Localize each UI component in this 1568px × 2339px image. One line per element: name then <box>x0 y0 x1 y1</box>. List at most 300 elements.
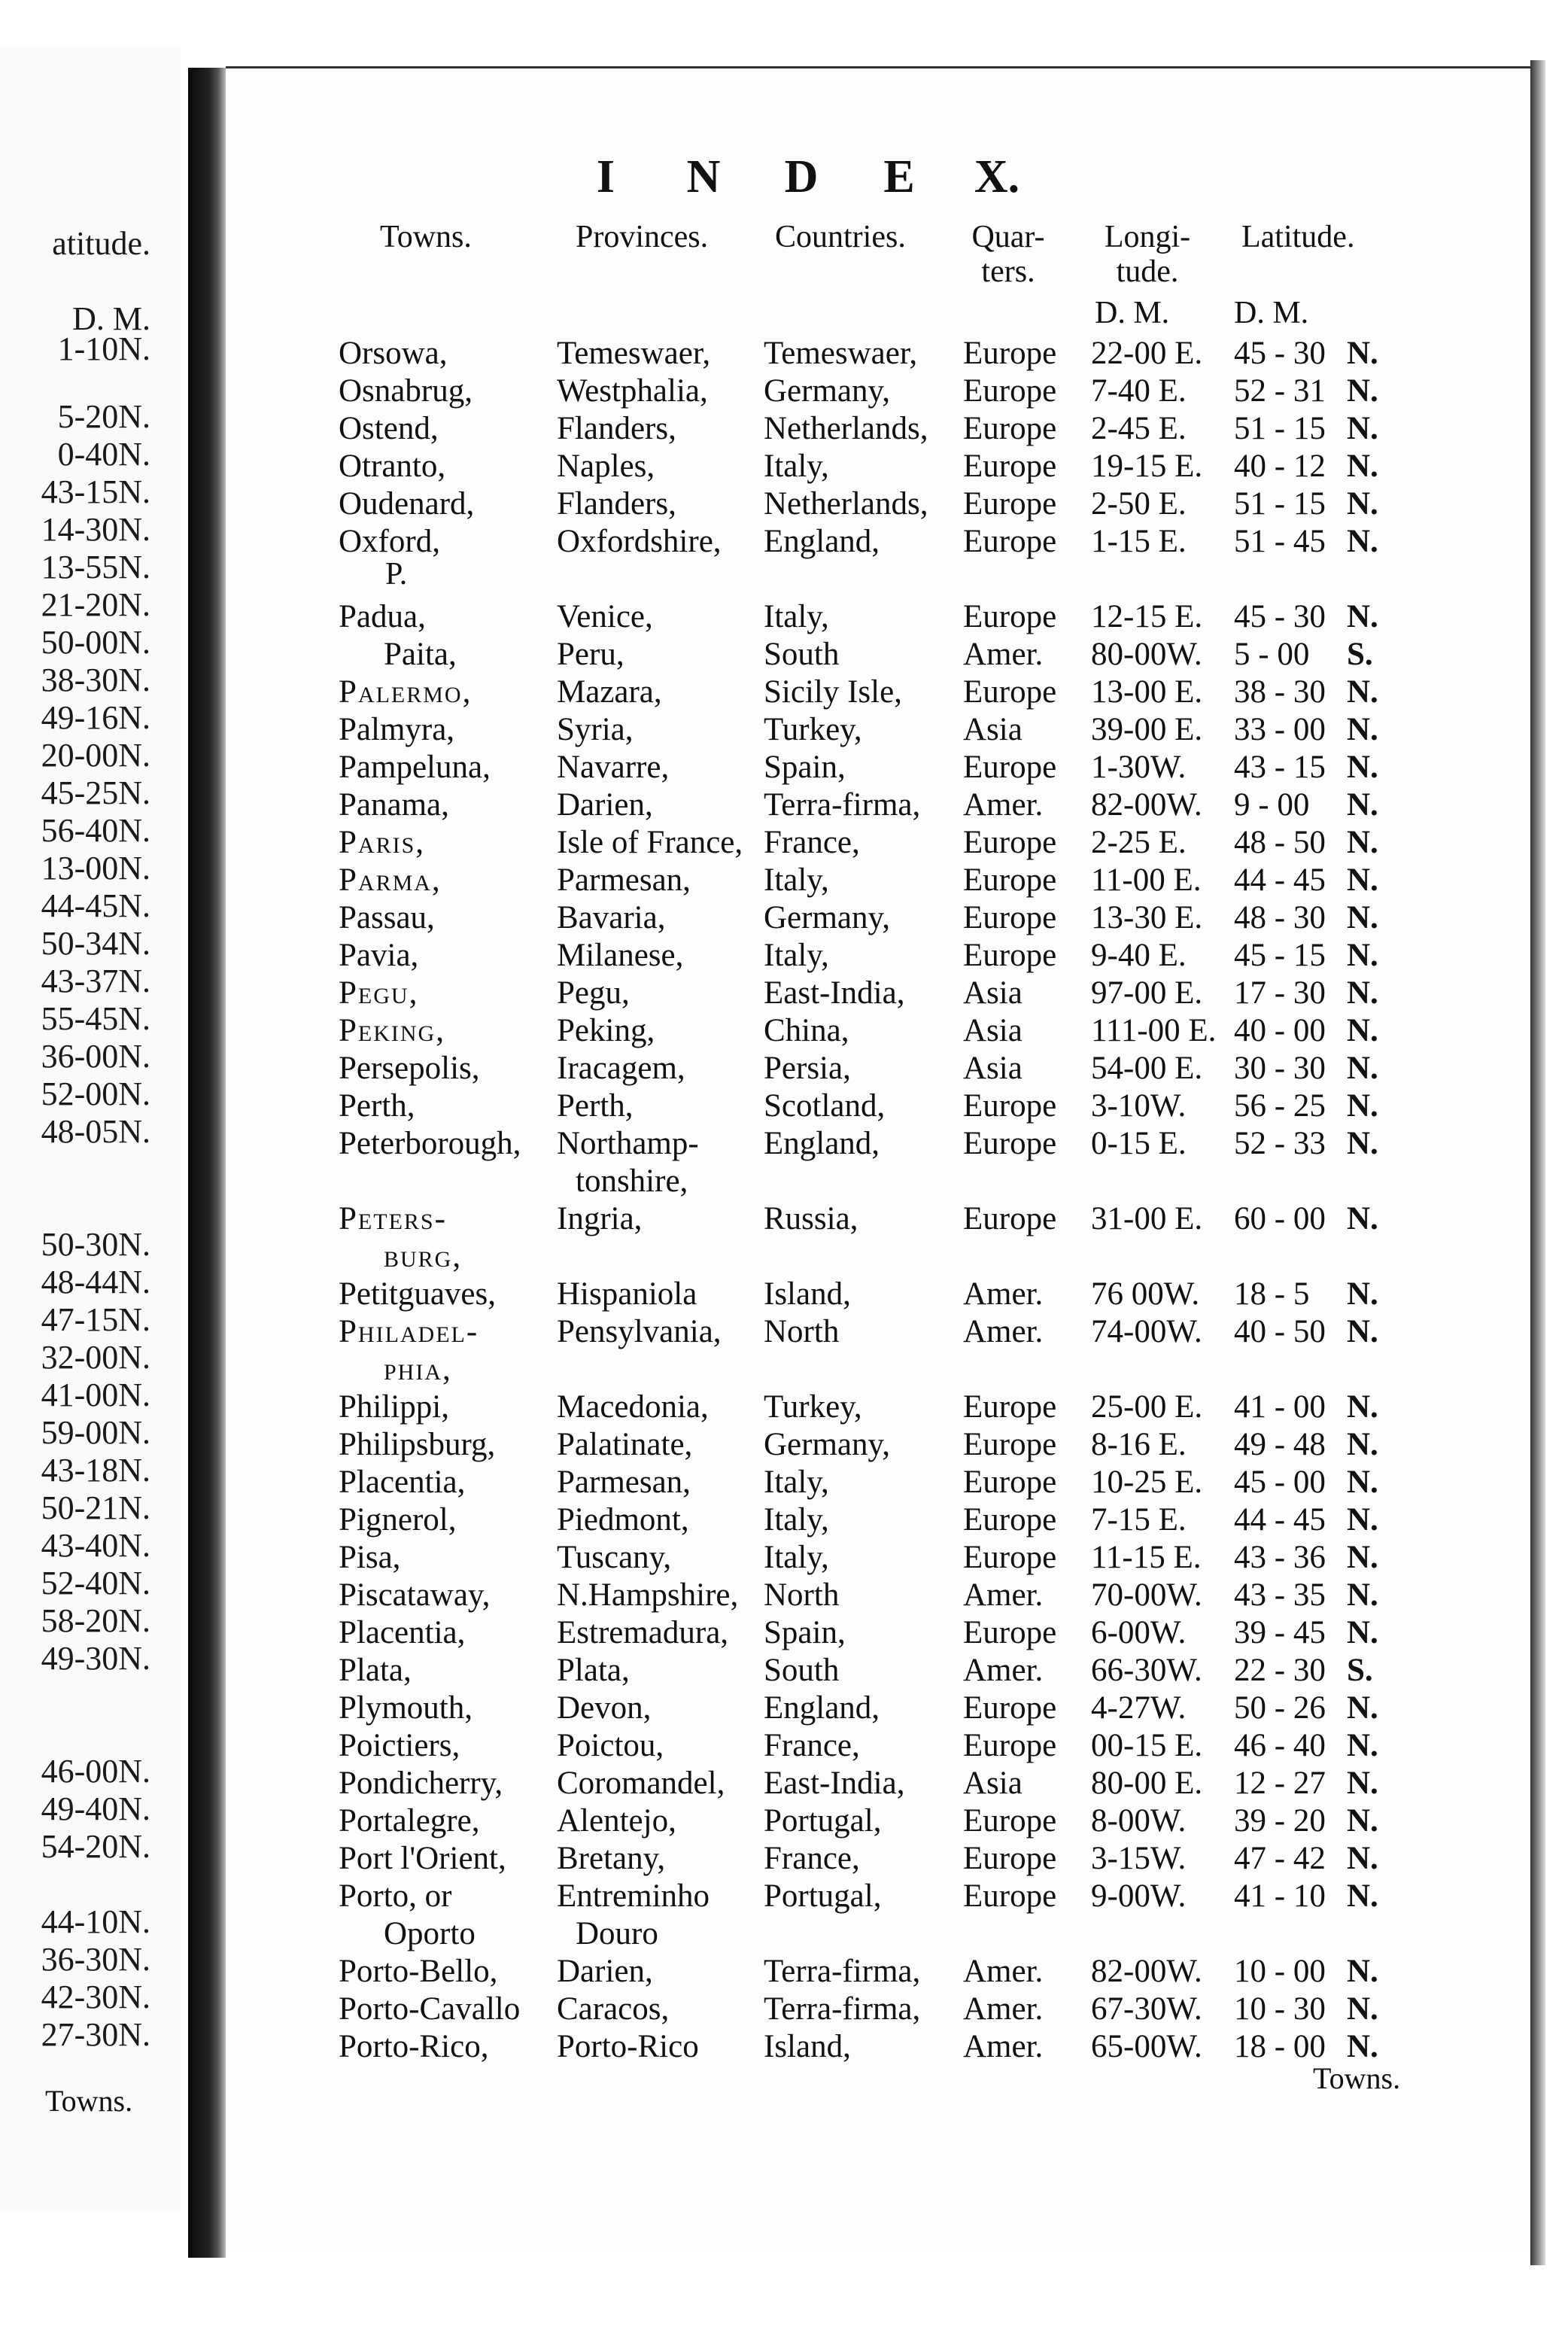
quarter-cell: Europe <box>963 1126 1057 1161</box>
province-cell: Bavaria, <box>557 900 666 935</box>
left-page-line: 50-30N. <box>41 1226 150 1263</box>
table-row <box>339 1012 1407 1050</box>
quarter-cell: Asia <box>963 712 1023 747</box>
left-page-line: 41-00N. <box>41 1376 150 1413</box>
hemisphere-cell: N. <box>1347 1502 1378 1538</box>
table-row <box>339 1802 1407 1840</box>
latitude-cell: 45 - 15 <box>1234 938 1326 973</box>
left-page-line: 50-21N. <box>41 1489 150 1526</box>
header-countries: Countries. <box>775 220 906 254</box>
table-row <box>339 1087 1407 1125</box>
left-page-line: 0-40N. <box>57 436 150 473</box>
table-row <box>339 1276 1407 1313</box>
province-cell: Ingria, <box>557 1201 643 1236</box>
quarter-cell: Amer. <box>963 1276 1044 1312</box>
latitude-cell: 43 - 35 <box>1234 1577 1326 1613</box>
province-cell: N.Hampshire, <box>557 1577 739 1613</box>
country-cell: East-India, <box>764 1766 905 1801</box>
hemisphere-cell: N. <box>1347 750 1378 785</box>
longitude-cell: 7-40 E. <box>1091 373 1187 409</box>
country-cell: England, <box>764 1126 880 1161</box>
left-page-line: 43-37N. <box>41 963 150 999</box>
left-page-line: 45-25N. <box>41 774 150 811</box>
town-cell: Port l'Orient, <box>339 1841 506 1876</box>
town-cell: Persepolis, <box>339 1051 480 1086</box>
latitude-cell: 48 - 50 <box>1234 825 1326 860</box>
longitude-cell: 13-30 E. <box>1091 900 1203 935</box>
left-page-line: 20-00N. <box>41 737 150 774</box>
country-cell: East-India, <box>764 975 905 1011</box>
hemisphere-cell: N. <box>1347 449 1378 484</box>
town-cell: Palermo, <box>339 674 473 710</box>
country-cell: Italy, <box>764 1502 829 1538</box>
latitude-cell: 10 - 30 <box>1234 1991 1326 2027</box>
latitude-cell: 40 - 00 <box>1234 1013 1326 1048</box>
left-page-line: 59-00N. <box>41 1414 150 1451</box>
latitude-cell: 18 - 5 <box>1234 1276 1310 1312</box>
latitude-cell: 51 - 15 <box>1234 411 1326 446</box>
latitude-cell: 17 - 30 <box>1234 975 1326 1011</box>
table-row <box>339 1501 1407 1539</box>
hemisphere-cell: N. <box>1347 1314 1378 1349</box>
country-cell: Netherlands, <box>764 411 928 446</box>
left-page-fragment <box>0 45 181 2213</box>
latitude-cell: 39 - 20 <box>1234 1803 1326 1839</box>
quarter-cell: Amer. <box>963 2029 1044 2064</box>
table-row <box>339 1050 1407 1087</box>
hemisphere-cell: N. <box>1347 975 1378 1011</box>
country-cell: South <box>764 637 840 672</box>
province-cell: Poictou, <box>557 1728 664 1763</box>
quarter-cell: Europe <box>963 674 1057 710</box>
town-cell: Parma, <box>339 862 442 898</box>
left-page-line: 1-10N. <box>57 330 150 367</box>
quarter-cell: Amer. <box>963 787 1044 823</box>
latitude-cell: 12 - 27 <box>1234 1766 1326 1801</box>
town-cell: Peters- <box>339 1201 447 1236</box>
town-cell: Philadel- <box>339 1314 479 1349</box>
table-row <box>339 373 1407 410</box>
header-quarters <box>959 220 1057 289</box>
latitude-cell: 50 - 26 <box>1234 1690 1326 1726</box>
town-cell: Paris, <box>339 825 426 860</box>
quarter-cell: Europe <box>963 862 1057 898</box>
town-cell: Perth, <box>339 1088 415 1124</box>
latitude-cell: 51 - 45 <box>1234 524 1326 559</box>
country-cell: Persia, <box>764 1051 851 1086</box>
table-row <box>339 335 1407 373</box>
hemisphere-cell: N. <box>1347 900 1378 935</box>
left-page-line: 13-55N. <box>41 549 150 586</box>
town-cell: Pegu, <box>339 975 419 1011</box>
header-longitude-line: Longi- <box>1104 220 1191 254</box>
hemisphere-cell: N. <box>1347 1803 1378 1839</box>
country-cell: Italy, <box>764 938 829 973</box>
country-cell: Sicily Isle, <box>764 674 902 710</box>
longitude-cell: 3-10W. <box>1091 1088 1187 1124</box>
left-page-line: 27-30N. <box>41 2016 150 2053</box>
table-row <box>339 1953 1407 1991</box>
table-row <box>339 485 1407 523</box>
table-row <box>339 1351 1407 1388</box>
country-cell: Temeswaer, <box>764 336 918 371</box>
quarter-cell: Europe <box>963 1201 1057 1236</box>
town-cell: Porto, or <box>339 1878 452 1914</box>
latitude-cell: 51 - 15 <box>1234 486 1326 522</box>
longitude-cell: 66-30W. <box>1091 1653 1202 1688</box>
province-cell: Iracagem, <box>557 1051 685 1086</box>
province-cell: Temeswaer, <box>557 336 711 371</box>
hemisphere-cell: N. <box>1347 1690 1378 1726</box>
header-provinces: Provinces. <box>576 220 709 254</box>
country-cell: Scotland, <box>764 1088 886 1124</box>
quarter-cell: Europe <box>963 1088 1057 1124</box>
table-row <box>339 1125 1407 1163</box>
heading-letter: N <box>686 151 721 202</box>
latitude-cell: 41 - 10 <box>1234 1878 1326 1914</box>
longitude-cell: 9-00W. <box>1091 1878 1187 1914</box>
latitude-cell: 22 - 30 <box>1234 1653 1326 1688</box>
town-cell: Pavia, <box>339 938 419 973</box>
longitude-cell: 80-00 E. <box>1091 1766 1203 1801</box>
table-row <box>339 862 1407 899</box>
table-row <box>339 711 1407 749</box>
province-cell: Darien, <box>557 787 653 823</box>
province-cell: Estremadura, <box>557 1615 729 1650</box>
quarter-cell: Europe <box>963 336 1057 371</box>
quarter-cell: Europe <box>963 373 1057 409</box>
country-cell: England, <box>764 1690 880 1726</box>
header-longitude <box>1099 220 1196 289</box>
longitude-cell: 70-00W. <box>1091 1577 1202 1613</box>
latitude-cell: 46 - 40 <box>1234 1728 1326 1763</box>
left-page-line: 43-15N. <box>41 473 150 510</box>
table-row <box>339 523 1407 561</box>
longitude-cell: 7-15 E. <box>1091 1502 1187 1538</box>
country-cell: Terra-firma, <box>764 1991 921 2027</box>
latitude-cell: 47 - 42 <box>1234 1841 1326 1876</box>
table-row <box>339 1878 1407 1915</box>
table-row <box>339 899 1407 937</box>
latitude-cell: 44 - 45 <box>1234 862 1326 898</box>
province-cell: Porto-Rico <box>557 2029 699 2064</box>
longitude-cell: 1-30W. <box>1091 750 1187 785</box>
latitude-cell: 38 - 30 <box>1234 674 1326 710</box>
province-cell: Entreminho <box>557 1878 710 1914</box>
hemisphere-cell: N. <box>1347 1728 1378 1763</box>
latitude-cell: 49 - 48 <box>1234 1427 1326 1462</box>
hemisphere-cell: N. <box>1347 862 1378 898</box>
left-page-line: 43-40N. <box>41 1527 150 1564</box>
hemisphere-cell: N. <box>1347 787 1378 823</box>
country-cell: France, <box>764 1841 860 1876</box>
quarter-cell: Europe <box>963 449 1057 484</box>
town-cell: Porto-Cavallo <box>339 1991 521 2027</box>
hemisphere-cell: N. <box>1347 411 1378 446</box>
table-row <box>339 1690 1407 1727</box>
town-cell: Orsowa, <box>339 336 448 371</box>
quarter-cell: Amer. <box>963 1991 1044 2027</box>
province-cell: Isle of France, <box>557 825 743 860</box>
longitude-cell: 80-00W. <box>1091 637 1202 672</box>
hemisphere-cell: S. <box>1347 1653 1373 1688</box>
country-cell: Germany, <box>764 373 890 409</box>
country-cell: Italy, <box>764 862 829 898</box>
country-cell: Italy, <box>764 1540 829 1575</box>
latitude-cell: 52 - 31 <box>1234 373 1326 409</box>
hemisphere-cell: N. <box>1347 1954 1378 1989</box>
country-cell: Italy, <box>764 599 829 634</box>
quarter-cell: Europe <box>963 1728 1057 1763</box>
country-cell: Island, <box>764 1276 851 1312</box>
town-cell: Paita, <box>384 637 457 672</box>
latitude-cell: 60 - 00 <box>1234 1201 1326 1236</box>
country-cell: Turkey, <box>764 1389 862 1425</box>
table-row <box>339 674 1407 711</box>
country-cell: South <box>764 1653 840 1688</box>
country-cell: Island, <box>764 2029 851 2064</box>
province-cell: Caracos, <box>557 1991 670 2027</box>
town-cell: burg, <box>384 1239 463 1274</box>
left-page-line: 43-18N. <box>41 1452 150 1489</box>
province-cell: Peru, <box>557 637 624 672</box>
province-cell: Peking, <box>557 1013 655 1048</box>
country-cell: Spain, <box>764 750 846 785</box>
hemisphere-cell: N. <box>1347 938 1378 973</box>
table-row <box>339 1727 1407 1765</box>
left-page-line: 36-30N. <box>41 1941 150 1978</box>
hemisphere-cell: N. <box>1347 1276 1378 1312</box>
country-cell: Russia, <box>764 1201 858 1236</box>
table-row <box>339 448 1407 485</box>
longitude-cell: 3-15W. <box>1091 1841 1187 1876</box>
longitude-cell: 67-30W. <box>1091 1991 1202 2027</box>
left-page-line: 21-20N. <box>41 586 150 623</box>
left-page-catchword: Towns. <box>45 2084 133 2118</box>
left-page-line: 13-00N. <box>41 850 150 887</box>
latitude-cell: 56 - 25 <box>1234 1088 1326 1124</box>
quarter-cell: Asia <box>963 1013 1023 1048</box>
quarter-cell: Europe <box>963 938 1057 973</box>
quarter-cell: Europe <box>963 825 1057 860</box>
country-cell: North <box>764 1577 840 1613</box>
longitude-cell: 82-00W. <box>1091 1954 1202 1989</box>
province-cell: Venice, <box>557 599 653 634</box>
longitude-cell: 2-50 E. <box>1091 486 1187 522</box>
left-page-line: 48-05N. <box>41 1113 150 1150</box>
country-cell: France, <box>764 1728 860 1763</box>
town-cell: Oudenard, <box>339 486 475 522</box>
town-cell: Placentia, <box>339 1615 466 1650</box>
hemisphere-cell: N. <box>1347 524 1378 559</box>
quarter-cell: Europe <box>963 900 1057 935</box>
province-cell: Northamp- <box>557 1126 699 1161</box>
quarter-cell: Amer. <box>963 637 1044 672</box>
longitude-cell: 11-15 E. <box>1091 1540 1202 1575</box>
province-cell: Alentejo, <box>557 1803 676 1839</box>
left-page-line: 5-20N. <box>57 398 150 435</box>
left-page-line: 32-00N. <box>41 1339 150 1376</box>
quarter-cell: Europe <box>963 1427 1057 1462</box>
town-cell: Oporto <box>384 1916 476 1951</box>
longitude-cell: 2-45 E. <box>1091 411 1187 446</box>
longitude-cell: 74-00W. <box>1091 1314 1202 1349</box>
province-cell: tonshire, <box>576 1163 688 1199</box>
province-cell: Devon, <box>557 1690 652 1726</box>
province-cell: Palatinate, <box>557 1427 693 1462</box>
town-cell: Ostend, <box>339 411 439 446</box>
hemisphere-cell: N. <box>1347 1841 1378 1876</box>
town-cell: Pondicherry, <box>339 1766 503 1801</box>
book-gutter <box>188 68 226 2258</box>
hemisphere-cell: N. <box>1347 1540 1378 1575</box>
latitude-cell: 45 - 30 <box>1234 336 1326 371</box>
quarter-cell: Amer. <box>963 1653 1044 1688</box>
province-cell: Douro <box>576 1916 658 1951</box>
province-cell: Plata, <box>557 1653 630 1688</box>
header-longitude-units: D. M. <box>1095 296 1170 330</box>
province-cell: Parmesan, <box>557 1465 691 1500</box>
left-page-line: 48-44N. <box>41 1264 150 1300</box>
country-cell: Germany, <box>764 900 890 935</box>
hemisphere-cell: N. <box>1347 1389 1378 1425</box>
town-cell: Pampeluna, <box>339 750 491 785</box>
left-page-line: 49-30N. <box>41 1640 150 1677</box>
left-page-line: 47-15N. <box>41 1301 150 1338</box>
country-cell: Turkey, <box>764 712 862 747</box>
header-towns: Towns. <box>380 220 472 254</box>
town-cell: Petitguaves, <box>339 1276 496 1312</box>
quarter-cell: Europe <box>963 1878 1057 1914</box>
country-cell: Spain, <box>764 1615 846 1650</box>
table-row <box>339 2028 1407 2066</box>
country-cell: North <box>764 1314 840 1349</box>
table-row <box>339 786 1407 824</box>
longitude-cell: 11-00 E. <box>1091 862 1202 898</box>
province-cell: Westphalia, <box>557 373 708 409</box>
province-cell: Mazara, <box>557 674 662 710</box>
table-row <box>339 1426 1407 1464</box>
province-cell: Parmesan, <box>557 862 691 898</box>
left-page-line: 44-10N. <box>41 1903 150 1940</box>
town-cell: Porto-Bello, <box>339 1954 498 1989</box>
table-row <box>339 1388 1407 1426</box>
table-row <box>339 1163 1407 1200</box>
country-cell: Germany, <box>764 1427 890 1462</box>
quarter-cell: Asia <box>963 1051 1023 1086</box>
hemisphere-cell: N. <box>1347 1766 1378 1801</box>
table-row <box>339 1464 1407 1501</box>
hemisphere-cell: N. <box>1347 1991 1378 2027</box>
longitude-cell: 0-15 E. <box>1091 1126 1187 1161</box>
town-cell: Otranto, <box>339 449 446 484</box>
table-row <box>339 1238 1407 1276</box>
quarter-cell: Asia <box>963 975 1023 1011</box>
longitude-cell: 19-15 E. <box>1091 449 1203 484</box>
country-cell: Italy, <box>764 1465 829 1500</box>
table-row <box>339 1915 1407 1953</box>
town-cell: Portalegre, <box>339 1803 480 1839</box>
province-cell: Bretany, <box>557 1841 666 1876</box>
hemisphere-cell: N. <box>1347 336 1378 371</box>
catchword: Towns. <box>1313 2061 1401 2095</box>
latitude-cell: 39 - 45 <box>1234 1615 1326 1650</box>
country-cell: Netherlands, <box>764 486 928 522</box>
latitude-cell: 9 - 00 <box>1234 787 1310 823</box>
longitude-cell: 00-15 E. <box>1091 1728 1203 1763</box>
quarter-cell: Europe <box>963 599 1057 634</box>
left-page-line: 55-45N. <box>41 1000 150 1037</box>
latitude-cell: 33 - 00 <box>1234 712 1326 747</box>
page-edge <box>1530 60 1545 2265</box>
town-cell: Osnabrug, <box>339 373 473 409</box>
quarter-cell: Europe <box>963 1502 1057 1538</box>
longitude-cell: 65-00W. <box>1091 2029 1202 2064</box>
town-cell: Palmyra, <box>339 712 455 747</box>
quarter-cell: Amer. <box>963 1954 1044 1989</box>
hemisphere-cell: N. <box>1347 2029 1378 2064</box>
latitude-cell: 18 - 00 <box>1234 2029 1326 2064</box>
hemisphere-cell: N. <box>1347 373 1378 409</box>
longitude-cell: 39-00 E. <box>1091 712 1203 747</box>
province-cell: Syria, <box>557 712 634 747</box>
latitude-cell: 44 - 45 <box>1234 1502 1326 1538</box>
quarter-cell: Europe <box>963 1690 1057 1726</box>
longitude-cell: 97-00 E. <box>1091 975 1203 1011</box>
table-row <box>339 1765 1407 1802</box>
longitude-cell: 82-00W. <box>1091 787 1202 823</box>
province-cell: Pensylvania, <box>557 1314 722 1349</box>
quarter-cell: Europe <box>963 1465 1057 1500</box>
province-cell: Macedonia, <box>557 1389 709 1425</box>
town-cell: Plymouth, <box>339 1690 473 1726</box>
town-cell: Piscataway, <box>339 1577 491 1613</box>
left-page-line: D. M. <box>72 300 150 337</box>
longitude-cell: 13-00 E. <box>1091 674 1203 710</box>
longitude-cell: 4-27W. <box>1091 1690 1187 1726</box>
quarter-cell: Europe <box>963 524 1057 559</box>
town-cell: Pisa, <box>339 1540 401 1575</box>
hemisphere-cell: N. <box>1347 1465 1378 1500</box>
heading-letter: X. <box>974 151 1020 202</box>
hemisphere-cell: N. <box>1347 1427 1378 1462</box>
province-cell: Hispaniola <box>557 1276 697 1312</box>
country-cell: Terra-firma, <box>764 787 921 823</box>
left-page-line: 54-20N. <box>41 1828 150 1865</box>
town-cell: Poictiers, <box>339 1728 460 1763</box>
table-row <box>339 1614 1407 1652</box>
left-page-line: 52-00N. <box>41 1075 150 1112</box>
table-row <box>339 1539 1407 1577</box>
longitude-cell: 25-00 E. <box>1091 1389 1203 1425</box>
hemisphere-cell: S. <box>1347 637 1373 672</box>
latitude-cell: 45 - 30 <box>1234 599 1326 634</box>
hemisphere-cell: N. <box>1347 1088 1378 1124</box>
header-latitude: Latitude. <box>1241 220 1355 254</box>
town-cell: Placentia, <box>339 1465 466 1500</box>
left-page-line: 50-00N. <box>41 624 150 661</box>
quarter-cell: Europe <box>963 1540 1057 1575</box>
left-page-line: 38-30N. <box>41 662 150 698</box>
table-row <box>339 824 1407 862</box>
hemisphere-cell: N. <box>1347 674 1378 710</box>
quarter-cell: Europe <box>963 486 1057 522</box>
table-row <box>339 1652 1407 1690</box>
town-cell: Passau, <box>339 900 435 935</box>
country-cell: England, <box>764 524 880 559</box>
hemisphere-cell: N. <box>1347 1201 1378 1236</box>
town-cell: Peking, <box>339 1013 445 1048</box>
